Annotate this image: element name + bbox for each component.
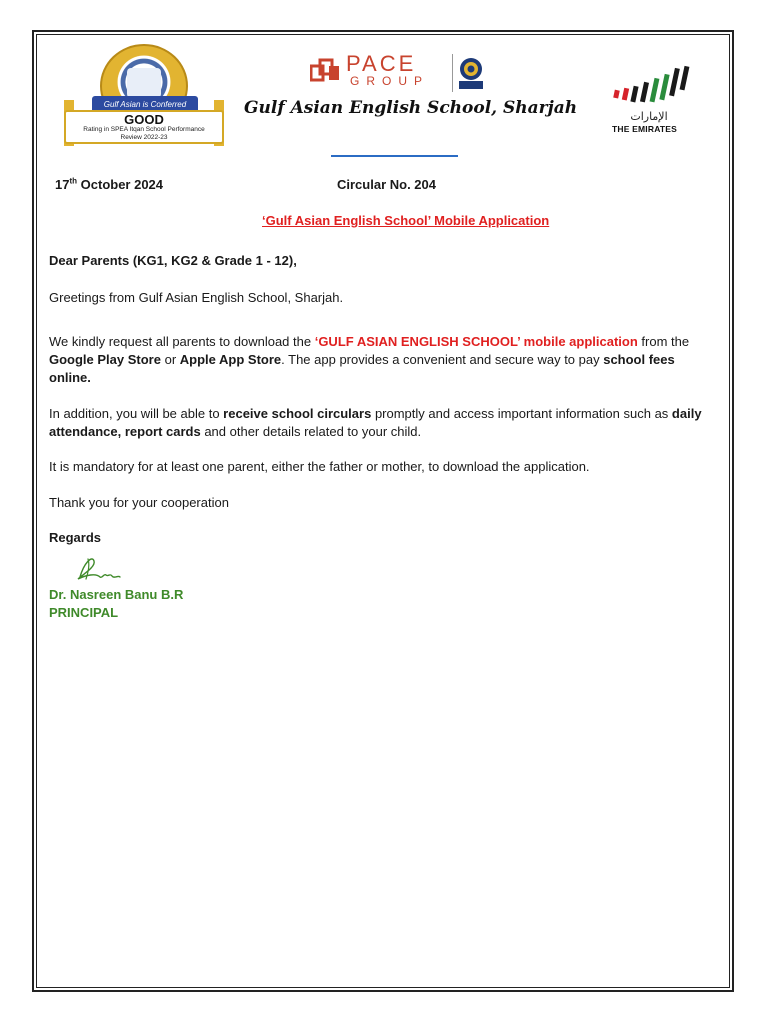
emirates-english-text: THE EMIRATES xyxy=(612,124,678,134)
p3-text-3: and other details related to your child. xyxy=(200,424,422,439)
header-divider-line xyxy=(331,155,458,157)
spea-rating-badge-logo xyxy=(64,44,226,144)
google-play-store-text: Google Play Store xyxy=(49,352,161,367)
p2-text-3: or xyxy=(160,352,180,367)
badge-rating-line-1: Rating in SPEA Itqan School Performance xyxy=(83,126,205,133)
medal-emblem xyxy=(127,68,161,98)
badge-rating-line-2: Review 2022-23 xyxy=(120,134,168,141)
p2-text-2: from the xyxy=(637,334,690,349)
pace-mark-icon xyxy=(310,58,342,82)
attendance-report-cards-text: daily attendance, report cards xyxy=(49,406,702,439)
signatory-title: PRINCIPAL xyxy=(49,605,119,620)
emirates-arabic-text: الإمارات xyxy=(630,110,668,123)
principal-signature xyxy=(74,553,124,585)
record-seal-icon xyxy=(456,56,486,90)
date-day-suffix: th xyxy=(69,176,78,186)
p3-text-1: In addition, you will be able to xyxy=(49,406,224,421)
p2-text-1: We kindly request all parents to download the xyxy=(49,334,315,349)
badge-banner xyxy=(64,110,224,144)
circular-date xyxy=(55,176,163,194)
thanks-paragraph: Thank you for your cooperation xyxy=(49,495,229,510)
emirates-flag-strokes-icon xyxy=(612,64,692,112)
app-name-highlight: ‘GULF ASIAN ENGLISH SCHOOL’ mobile application xyxy=(314,334,638,349)
salutation: Dear Parents (KG1, KG2 & Grade 1 - 12), xyxy=(49,253,297,268)
mandatory-paragraph: It is mandatory for at least one parent, either the father or mother, to download the application. xyxy=(49,459,590,474)
regards-text: Regards xyxy=(49,530,102,545)
app-download-paragraph xyxy=(49,333,709,387)
badge-rating-word: GOOD xyxy=(124,112,164,127)
circular-number: Circular No. 204 xyxy=(337,177,436,192)
the-emirates-logo xyxy=(612,64,692,136)
signatory-name: Dr. Nasreen Banu B.R xyxy=(49,587,184,602)
greeting-paragraph: Greetings from Gulf Asian English School, Sharjah. xyxy=(49,290,344,305)
school-fees-online-text: school fees online. xyxy=(49,352,675,385)
logo-separator xyxy=(452,54,453,92)
circular-subject: ‘Gulf Asian English School’ Mobile Application xyxy=(262,213,550,228)
date-day: 17 xyxy=(55,177,70,192)
pace-wordmark: PACE xyxy=(346,51,417,76)
p3-text-2: promptly and access important information such as xyxy=(371,406,672,421)
school-name-heading: Gulf Asian English School, Sharjah xyxy=(244,98,578,118)
p2-text-4: . The app provides a convenient and secure way to pay xyxy=(281,352,604,367)
app-features-paragraph xyxy=(49,405,709,441)
apple-app-store-text: Apple App Store xyxy=(179,352,282,367)
receive-circulars-text: receive school circulars xyxy=(223,406,372,421)
badge-ribbon-text: Gulf Asian is Conferred xyxy=(92,96,198,114)
date-month-year: October 2024 xyxy=(77,177,164,192)
pace-group-wordmark: GROUP xyxy=(350,74,430,88)
pace-group-logo xyxy=(310,52,494,96)
